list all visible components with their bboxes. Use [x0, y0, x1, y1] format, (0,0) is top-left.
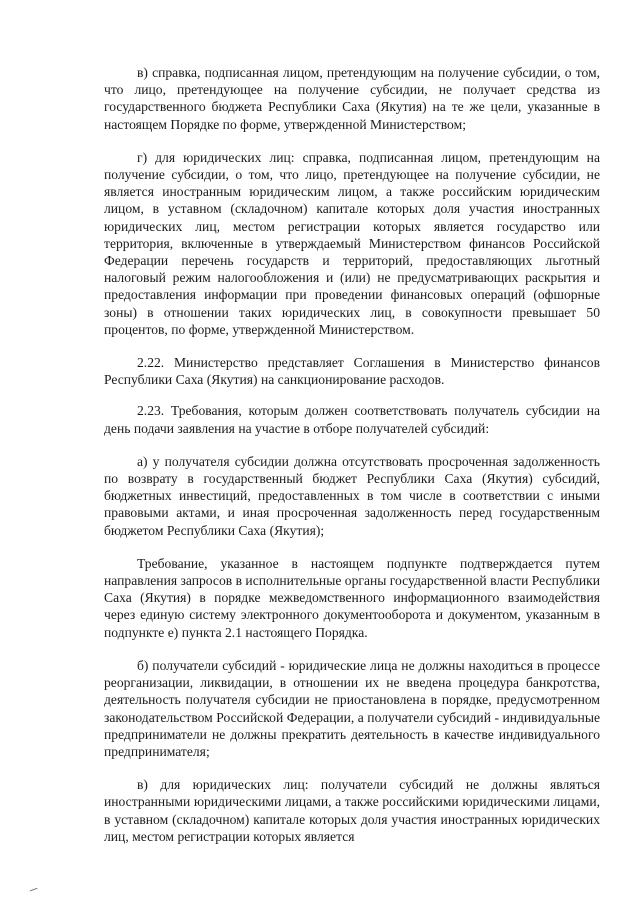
paragraph-subitem-v-certificate: в) справка, подписанная лицом, претендующим на получение субсидии, о том, что лицо, претендующее на получение субсидии, не получает средства из государственного бюджета Республики Саха (Якутия) на те же цели, указанные в настоящем Порядке по форме, утвержденной Министерством;	[104, 65, 600, 132]
paragraph-requirement-confirmation: Требование, указанное в настоящем подпункте подтверждается путем направления запросов в исполнительные органы государственной власти Республики Саха (Якутия) в порядке межведомственного информационного взаимодействия через единую систему электронного документооборота и документом, указанным в подпункте е) пункта 2.1 настоящего Порядка.	[104, 555, 600, 640]
scan-mark	[30, 888, 39, 894]
document-body	[104, 64, 600, 861]
paragraph-2-22: 2.22. Министерство представляет Соглашения в Министерство финансов Республики Саха (Якутия) на санкционирование расходов.	[104, 355, 600, 388]
paragraph-subitem-v-foreign-entities: в) для юридических лиц: получатели субсидий не должны являться иностранными юридическими лицами, а также российскими юридическими лицами, в уставном (складочном) капитале которых доля участия иностранных юридических лиц, местом регистрации которых является	[104, 777, 600, 844]
paragraph-subitem-b-reorganization: б) получатели субсидий - юридические лица не должны находиться в процессе реорганизации, ликвидации, в отношении их не введена процедура банкротства, деятельность получателя субсидии не приостановлена в порядке, предусмотренном законодательством Российской Федерации, а получатели субсидий - индивидуальные предприниматели не должны прекратить деятельность в качестве индивидуального предпринимателя;	[104, 657, 600, 759]
paragraph-2-23: 2.23. Требования, которым должен соответствовать получатель субсидии на день подачи заявления на участие в отборе получателей субсидий:	[104, 403, 600, 436]
paragraph-subitem-g-legal-entities: г) для юридических лиц: справка, подписанная лицом, претендующим на получение субсидии, о том, что лицо, претендующее на получение субсидии, не является иностранным юридическим лицом, а также российским юридическим лицом, в уставном (складочном) капитале которых доля участия иностранных юридических лиц, местом регистрации которых является государство или территория, включенные в утверждаемый Министерством финансов Российской Федерации перечень государств и территорий, предоставляющих льготный налоговый режим налогообложения и (или) не предусматривающих раскрытия и предоставления информации при проведении финансовых операций (офшорные зоны) в отношении таких юридических лиц, в совокупности превышает 50 процентов, по форме, утвержденной Министерством.	[104, 149, 600, 337]
paragraph-subitem-a-debt: а) у получателя субсидии должна отсутствовать просроченная задолженность по возврату в государственный бюджет Республики Саха (Якутия) субсидий, бюджетных инвестиций, предоставленных в том числе в соответствии с иными правовыми актами, и иная просроченная задолженность перед государственным бюджетом Республики Саха (Якутия);	[104, 453, 600, 538]
